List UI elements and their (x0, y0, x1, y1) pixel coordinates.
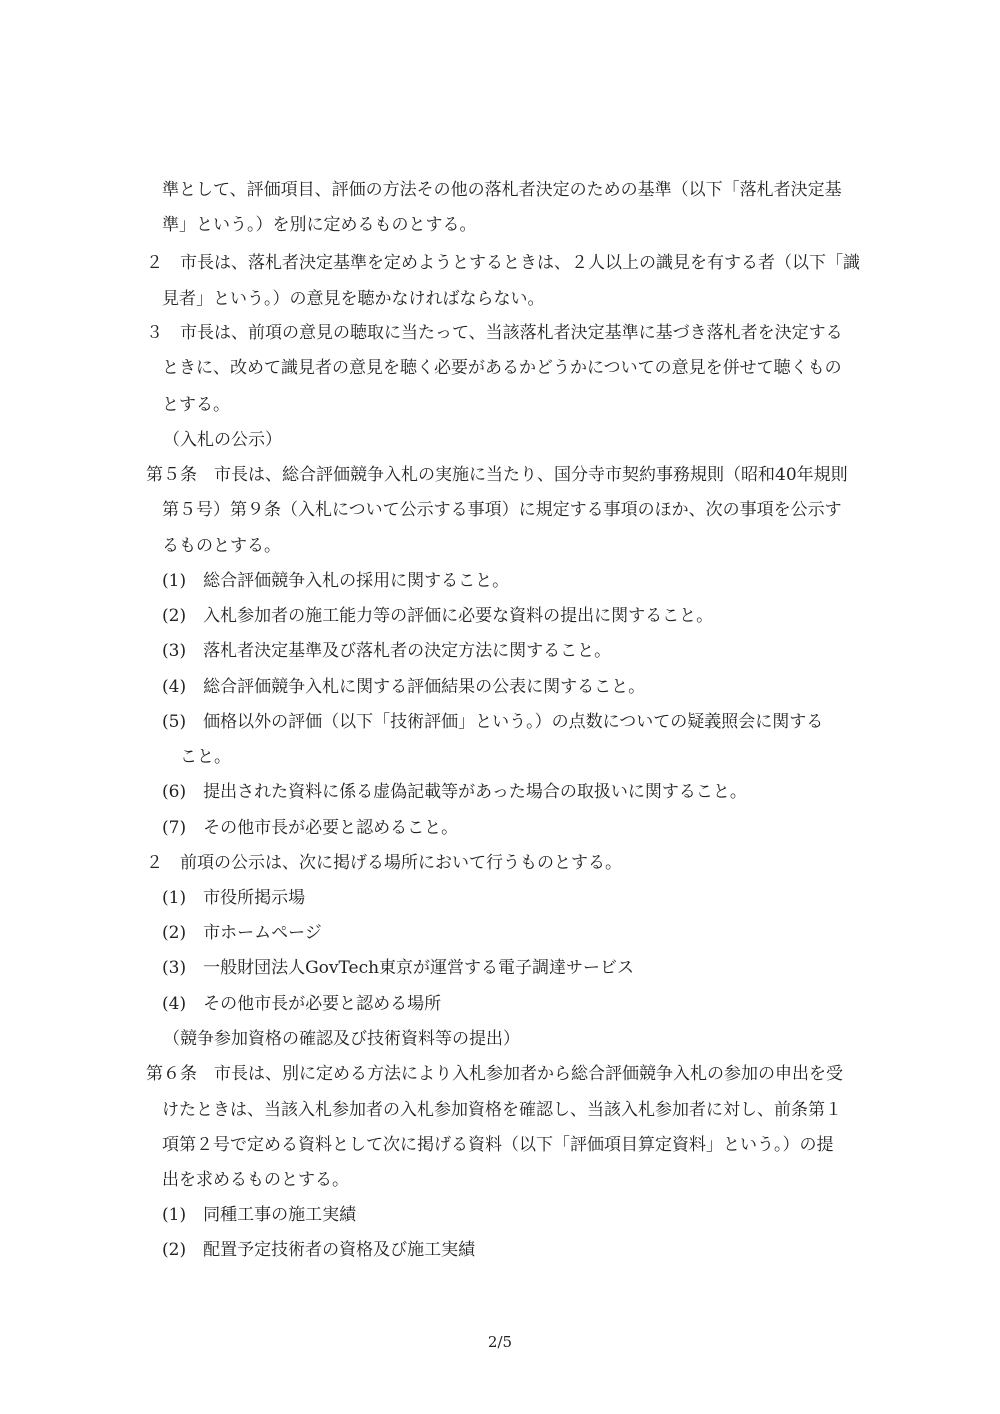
list-item: (5) 価格以外の評価（以下「技術評価」という。）の点数についての疑義照会に関する (162, 712, 824, 732)
section-heading: （競争参加資格の確認及び技術資料等の提出） (163, 1029, 520, 1049)
list-item: (2) 配置予定技術者の資格及び施工実績 (162, 1240, 476, 1260)
text-line: 準として、評価項目、評価の方法その他の落札者決定のための基準（以下「落札者決定基 (162, 180, 842, 200)
page-number: 2/5 (487, 1333, 513, 1351)
list-item: (7) その他市長が必要と認めること。 (162, 818, 459, 838)
text-line: 見者」という。）の意見を聴かなければならない。 (162, 289, 545, 309)
text-line: ときに、改めて識見者の意見を聴く必要があるかどうかについての意見を併せて聴くもの (162, 358, 842, 378)
text-line: ３ 市長は、前項の意見の聴取に当たって、当該落札者決定基準に基づき落札者を決定する (146, 323, 843, 343)
list-item: (2) 市ホームページ (162, 923, 322, 943)
list-item: (4) その他市長が必要と認める場所 (162, 994, 442, 1014)
text-line: けたときは、当該入札参加者の入札参加資格を確認し、当該入札参加者に対し、前条第１ (162, 1100, 842, 1120)
list-item: (1) 総合評価競争入札の採用に関すること。 (162, 571, 510, 591)
list-item: (4) 総合評価競争入札に関する評価結果の公表に関すること。 (162, 677, 646, 697)
text-line: ２ 前項の公示は、次に掲げる場所において行うものとする。 (146, 853, 622, 873)
text-line: 項第２号で定める資料として次に掲げる資料（以下「評価項目算定資料」という。）の提 (162, 1135, 834, 1155)
text-line: 第５条 市長は、総合評価競争入札の実施に当たり、国分寺市契約事務規則（昭和40年規則 (146, 465, 848, 485)
text-line: 第６条 市長は、別に定める方法により入札参加者から総合評価競争入札の参加の申出を受 (146, 1064, 843, 1084)
text-line: 準」という。）を別に定めるものとする。 (162, 215, 477, 235)
text-line: ２ 市長は、落札者決定基準を定めようとするときは、２人以上の識見を有する者（以下「識 (146, 253, 860, 273)
list-item: (1) 市役所掲示場 (162, 888, 306, 908)
list-item: (1) 同種工事の施工実績 (162, 1205, 357, 1225)
list-item: (3) 一般財団法人GovTech東京が運営する電子調達サービス (162, 958, 635, 978)
text-line: るものとする。 (162, 536, 281, 556)
text-line: 出を求めるものとする。 (162, 1170, 349, 1190)
list-item: (6) 提出された資料に係る虚偽記載等があった場合の取扱いに関すること。 (162, 782, 747, 802)
section-heading: （入札の公示） (163, 430, 282, 450)
list-item: (2) 入札参加者の施工能力等の評価に必要な資料の提出に関すること。 (162, 606, 714, 626)
text-line: とする。 (162, 395, 230, 415)
text-line: 第５号）第９条（入札について公示する事項）に規定する事項のほか、次の事項を公示す (162, 500, 842, 520)
list-item: (3) 落札者決定基準及び落札者の決定方法に関すること。 (162, 641, 612, 661)
text-line: こと。 (180, 747, 231, 767)
